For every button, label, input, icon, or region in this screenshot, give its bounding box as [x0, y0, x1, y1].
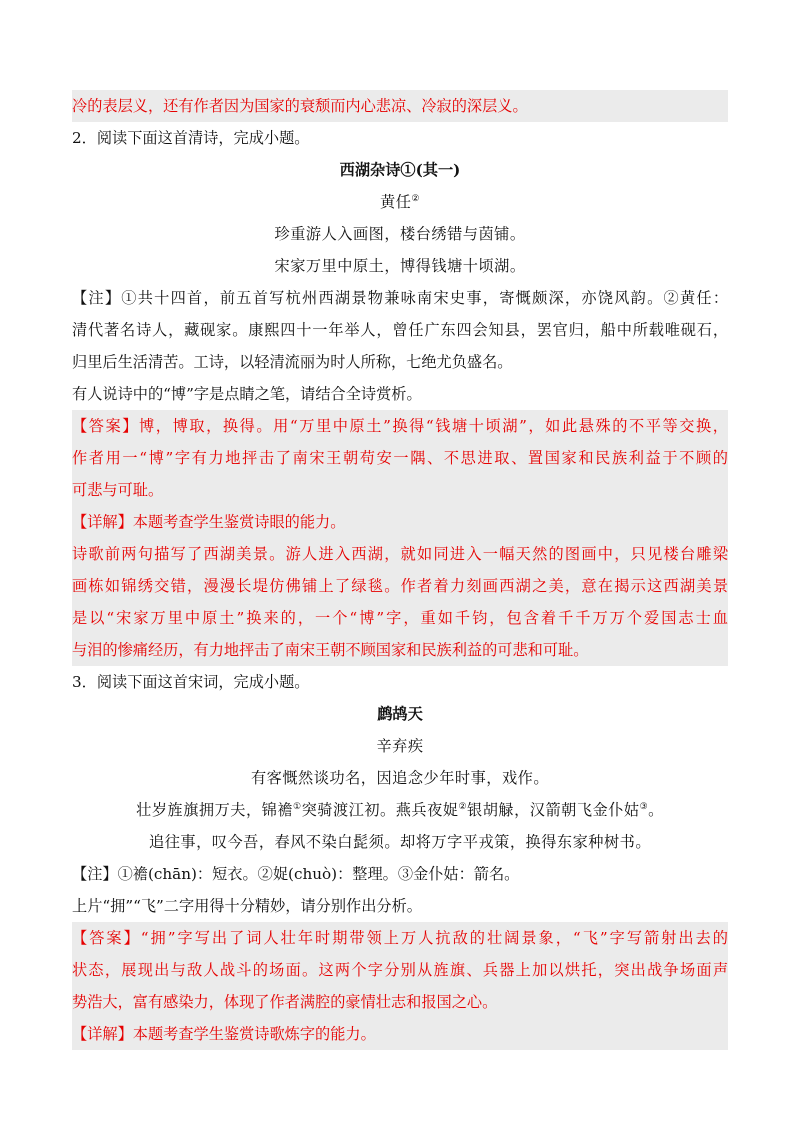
- q2-answer-line: 可悲与可耻。: [72, 474, 728, 506]
- q3-preface: 有客慨然谈功名，因追念少年时事，戏作。: [250, 769, 550, 787]
- q3-footnote-mark: ①: [293, 801, 302, 812]
- q2-poem-title: 西湖杂诗①(其一): [339, 161, 461, 179]
- q3-line1-part: 壮岁旌旗拥万夫，锦襜: [136, 801, 293, 819]
- q2-answer-line: 作者用一“博”字有力地抨击了南宋王朝苟安一隅、不思进取、置国家和民族利益于不顾的: [72, 442, 728, 474]
- q2-detail-line: 是以“宋家万里中原土”换来的，一个“博”字，重如千钧，包含着千千万万个爱国志士血: [72, 602, 728, 634]
- q3-answer-line: 状态，展现出与敌人战斗的场面。这两个字分别从旌旗、兵器上加以烘托，突出战争场面声: [72, 954, 728, 986]
- q3-note: 【注】①襜(chān)：短衣。②娖(chuò)：整理。③金仆姑：箭名。: [72, 865, 520, 883]
- q2-answer-line: 【答案】博，博取，换得。用“万里中原土”换得“钱塘十顷湖”，如此悬殊的不平等交换，: [72, 410, 728, 442]
- q2-author-footnote-mark: ②: [411, 193, 420, 204]
- q3-answer-line: 【答案】“拥”字写出了词人壮年时期带领上万人抗敌的壮阔景象，“飞”字写箭射出去的: [72, 922, 728, 954]
- q2-note-line: 【注】①共十四首，前五首写杭州西湖景物兼咏南宋史事，寄慨颇深，亦饶风韵。②黄任：: [72, 289, 728, 307]
- q3-footnote-mark: ②: [458, 801, 468, 812]
- q2-poem-line: 珍重游人入画图，楼台绣错与茵铺。: [274, 225, 526, 243]
- q3-line1-part: 突骑渡江初。燕兵夜娖: [301, 801, 459, 819]
- q3-footnote-mark: ③: [639, 801, 649, 812]
- q2-poem-line: 宋家万里中原土，博得钱塘十顷湖。: [274, 257, 526, 275]
- document-page: [72, 90, 728, 1050]
- q2-author: [72, 186, 728, 218]
- q2-note-line: 清代著名诗人，藏砚家。康熙四十一年举人，曾任广东四会知县，罢官归，船中所载唯砚石，: [72, 321, 728, 339]
- q3-poem-title: 鹧鸪天: [377, 705, 423, 723]
- q2-prompt: 2．阅读下面这首清诗，完成小题。: [72, 129, 310, 147]
- q3-poem-line: [72, 794, 728, 826]
- q3-author: 辛弃疾: [376, 737, 424, 755]
- q2-note-line: 归里后生活清苦。工诗，以轻清流丽为时人所称，七绝尤负盛名。: [72, 353, 513, 371]
- q3-detail: 【详解】本题考查学生鉴赏诗歌炼字的能力。: [72, 1018, 728, 1050]
- q3-prompt: 3．阅读下面这首宋词，完成小题。: [72, 673, 310, 691]
- q2-author-name: 黄任: [380, 193, 412, 211]
- answer-tail: 冷的表层义，还有作者因为国家的衰颓而内心悲凉、冷寂的深层义。: [72, 90, 728, 122]
- q2-detail-line: 【详解】本题考查学生鉴赏诗眼的能力。: [72, 506, 728, 538]
- q2-question: 有人说诗中的“博”字是点睛之笔，请结合全诗赏析。: [72, 385, 422, 403]
- q2-detail-line: 与泪的惨痛经历，有力地抨击了南宋王朝不顾国家和民族利益的可悲和可耻。: [72, 634, 728, 666]
- q2-detail-line: 诗歌前两句描写了西湖美景。游人进入西湖，就如同进入一幅天然的图画中，只见楼台雕梁: [72, 538, 728, 570]
- q3-poem-line: 追往事，叹今吾，春风不染白髭须。却将万字平戎策，换得东家种树书。: [149, 833, 651, 851]
- q3-line1-part: 银胡觮，汉箭朝飞金仆姑: [467, 801, 640, 819]
- q3-answer-line: 势浩大，富有感染力，体现了作者满腔的豪情壮志和报国之心。: [72, 986, 728, 1018]
- q3-line1-part: 。: [648, 801, 664, 819]
- q3-question: 上片“拥”“飞”二字用得十分精妙，请分别作出分析。: [72, 897, 422, 915]
- q2-detail-line: 画栋如锦绣交错，漫漫长堤仿佛铺上了绿毯。作者着力刻画西湖之美，意在揭示这西湖美景: [72, 570, 728, 602]
